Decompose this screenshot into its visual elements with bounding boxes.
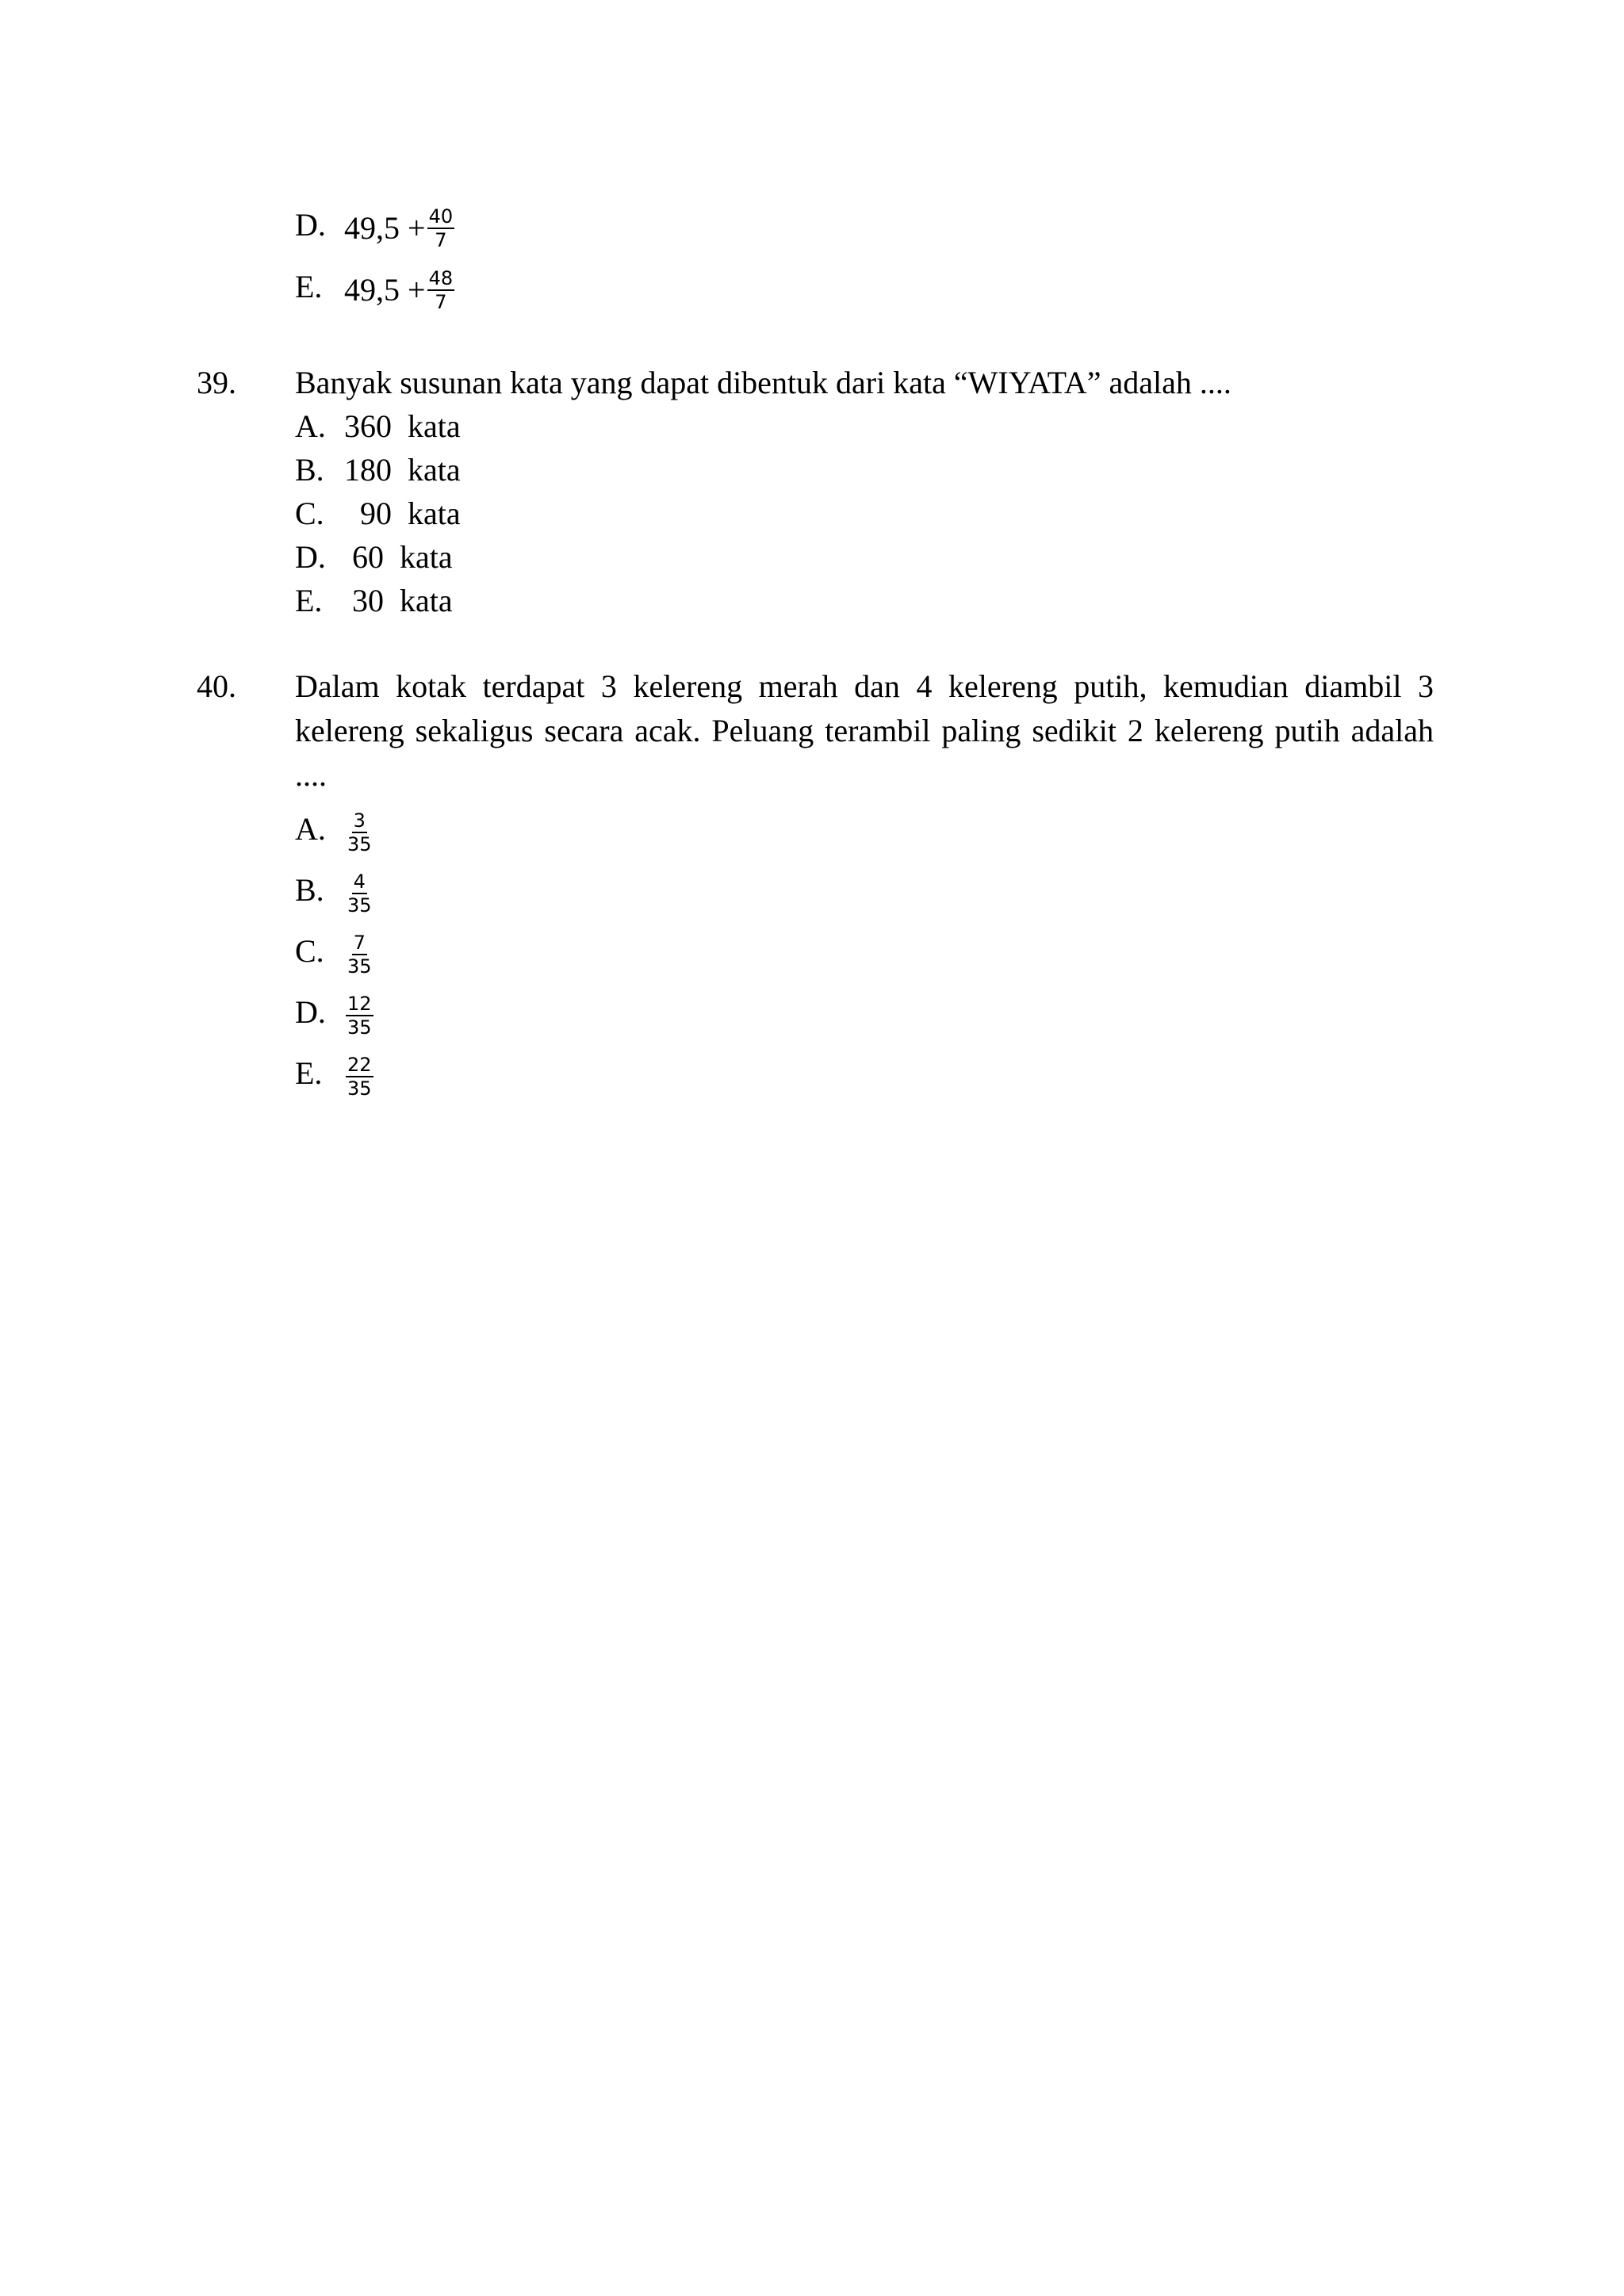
- fraction-numerator: 3: [353, 809, 366, 832]
- question-40-number: 40.: [197, 668, 236, 704]
- option-text: 360 kata: [344, 408, 461, 444]
- fraction: [427, 267, 455, 313]
- option-letter: D.: [295, 539, 326, 575]
- q40-option-e: [295, 1046, 373, 1101]
- option-text: 60 kata: [344, 539, 453, 575]
- question-39-number: 39.: [197, 365, 236, 400]
- option-letter: D.: [295, 207, 326, 243]
- option-text: 49,5 +: [344, 271, 426, 308]
- fraction: [346, 871, 373, 916]
- option-letter: C.: [295, 933, 324, 969]
- q39-option-b: [295, 448, 461, 492]
- fraction: [346, 932, 373, 978]
- fraction-numerator: 4: [353, 870, 366, 893]
- option-letter: A.: [295, 408, 326, 444]
- q40-option-b: [295, 863, 373, 918]
- question-40-text: Dalam kotak terdapat 3 kelereng merah dan 4 kelereng putih, kemudian diambil 3 kelereng sekaligus secara acak. Peluang terambil paling sedikit 2 kelereng putih adalah ....: [295, 668, 1434, 793]
- prev-option-d: [295, 203, 454, 251]
- fraction-numerator: 22: [347, 1053, 372, 1076]
- option-text: 30 kata: [344, 583, 453, 618]
- option-letter: D.: [295, 994, 326, 1030]
- option-letter: E.: [295, 269, 323, 304]
- fraction-numerator: 7: [353, 931, 366, 954]
- fraction-denominator: 7: [435, 228, 447, 251]
- option-letter: E.: [295, 1055, 323, 1091]
- q39-option-e: [295, 579, 453, 623]
- q40-option-d: [295, 985, 373, 1040]
- fraction-denominator: 35: [347, 894, 372, 916]
- q40-option-a: [295, 802, 373, 857]
- q40-option-c: [295, 924, 373, 979]
- prev-option-e: [295, 265, 454, 313]
- fraction-numerator: 12: [347, 992, 372, 1015]
- fraction: [346, 993, 373, 1039]
- option-text: 90 kata: [344, 496, 461, 531]
- fraction: [427, 205, 455, 251]
- fraction-denominator: 35: [347, 955, 372, 978]
- option-text: 49,5 +: [344, 209, 426, 246]
- fraction: [346, 1054, 373, 1100]
- fraction-denominator: 7: [435, 290, 447, 313]
- fraction-numerator: 48: [428, 266, 454, 289]
- option-letter: A.: [295, 811, 326, 847]
- option-letter: C.: [295, 496, 324, 531]
- option-text: 180 kata: [344, 452, 461, 488]
- q39-option-c: [295, 492, 461, 536]
- option-letter: B.: [295, 452, 324, 488]
- fraction-denominator: 35: [347, 1077, 372, 1100]
- option-letter: E.: [295, 583, 323, 618]
- fraction-denominator: 35: [347, 832, 372, 855]
- question-39-text: Banyak susunan kata yang dapat dibentuk dari kata “WIYATA” adalah ....: [295, 365, 1231, 400]
- q39-option-d: [295, 535, 453, 580]
- fraction-denominator: 35: [347, 1016, 372, 1039]
- fraction-numerator: 40: [428, 205, 454, 228]
- fraction: [346, 809, 373, 855]
- option-letter: B.: [295, 872, 324, 908]
- q39-option-a: [295, 404, 461, 449]
